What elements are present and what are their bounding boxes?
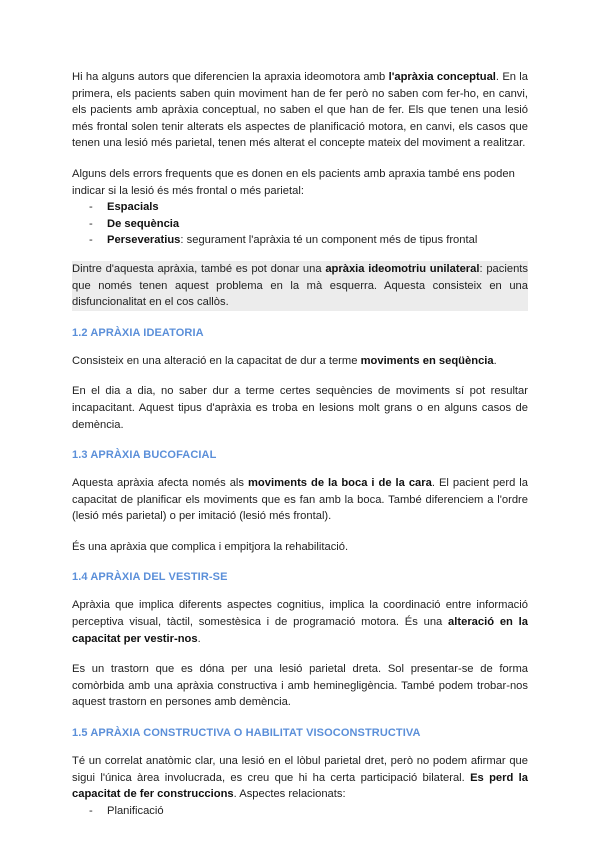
list-item: - Planificació: [89, 803, 528, 820]
paragraph-ideatoria-2: En el dia a dia, no saber dur a terme certes sequències de moviments sí pot resultar incapacitant. Aquest tipus d'apràxia es troba en lesions molt grans o en alguns casos de demència.: [72, 385, 528, 431]
paragraph-bucofacial-1: Aquesta apràxia afecta només als moviments de la boca i de la cara. El pacient perd la capacitat de planificar els moviments que es fan amb la boca. També diferenciem a l'ordre (lesió més parietal) o per imitació (lesió més frontal).: [72, 477, 528, 523]
list-item: - Espacials: [89, 199, 528, 216]
heading-1-4: 1.4 APRÀXIA DEL VESTIR-SE: [72, 571, 228, 584]
heading-1-2: 1.2 APRÀXIA IDEATORIA: [72, 326, 204, 339]
paragraph-conceptual-apraxia: Hi ha alguns autors que diferencien la apraxia ideomotora amb l'apràxia conceptual. En la primera, els pacients saben quin moviment han de fer però no saben com fer-ho, en canvi, els pacients amb apràxia conceptual, no saben el que han de fer. Els que tenen una lesió més frontal solen tenir alterats els aspectes de planificació motora, en canvi, els casos que tenen una lesió més parietal, tenen més alterat el concepte mateix del moviment a realitzar.: [72, 71, 529, 150]
paragraph-frequent-errors: Alguns dels errors frequents que es donen en els pacients amb apraxia també ens poden indicar si la lesió és més frontal o més parietal:: [72, 167, 515, 197]
term-unilateral-apraxia: apràxia ideomotriu unilateral: [325, 262, 480, 275]
paragraph-vestir-1: Apràxia que implica diferents aspectes cognitius, implica la coordinació entre informació perceptiva visual, tàctil, somestèsica i de programació motora. És una alteració en la capacitat per vestir-nos.: [72, 599, 528, 645]
document-body: [72, 69, 528, 819]
heading-1-5: 1.5 APRÀXIA CONSTRUCTIVA O HABILITAT VISOCONSTRUCTIVA: [72, 727, 421, 740]
list-item: - Perseveratius: segurament l'apràxia té un component més de tipus frontal: [89, 232, 528, 249]
paragraph-unilateral-apraxia: Dintre d'aquesta apràxia, també es pot donar una apràxia ideomotriu unilateral: pacients que només tenen aquest problema en la mà esquerra. Aquesta consisteix en una disfuncionalitat en el cos callòs.: [72, 261, 528, 311]
term-conceptual-apraxia: l'apràxia conceptual: [388, 71, 496, 83]
errors-list: [72, 199, 528, 249]
paragraph-bucofacial-2: És una apràxia que complica i empitjora la rehabilitació.: [72, 540, 349, 553]
paragraph-vestir-2: Es un trastorn que es dóna per una lesió parietal dreta. Sol presentar-se de forma comòrbida amb una apràxia constructiva i amb heminegligència. També podem trobar-nos aquest trastorn en persones amb demència.: [72, 663, 528, 709]
paragraph-ideatoria-1: Consisteix en una alteració en la capacitat de dur a terme moviments en seqüència.: [72, 354, 497, 367]
list-item: - De sequència: [89, 216, 528, 233]
paragraph-constructiva-1: Té un correlat anatòmic clar, una lesió en el lòbul parietal dret, però no podem afirmar que sigui l'única àrea involucrada, es creu que hi ha certa participació bilateral. Es perd la capacitat de fer construccions. Aspectes relacionats:: [72, 755, 528, 801]
aspects-list: [72, 803, 528, 820]
heading-1-3: 1.3 APRÀXIA BUCOFACIAL: [72, 449, 217, 462]
